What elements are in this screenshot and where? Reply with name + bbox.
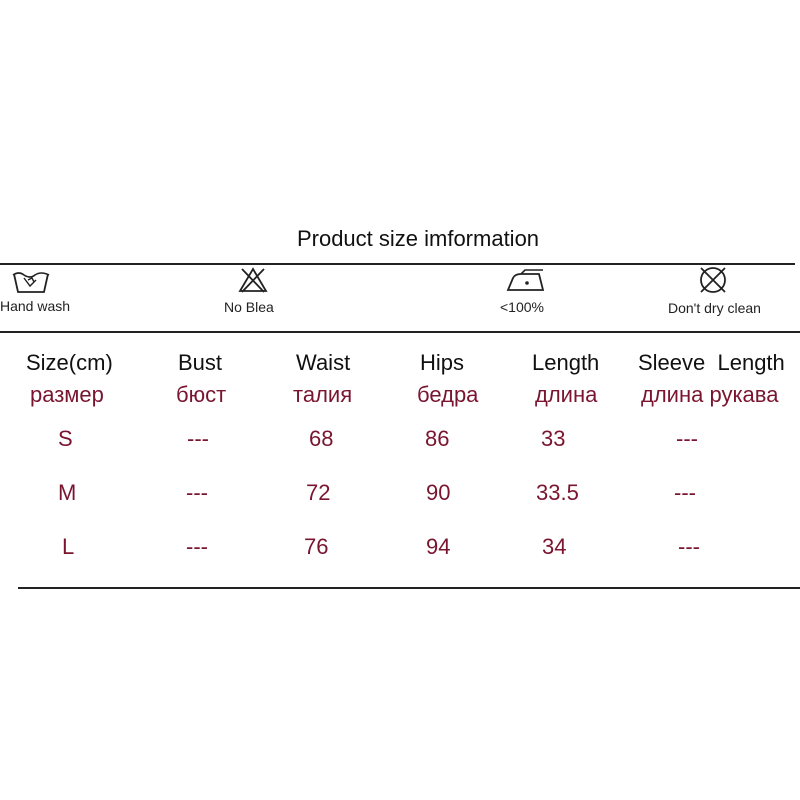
header-waist: Waist xyxy=(296,350,351,375)
size-cell: L xyxy=(62,534,75,559)
bust-cell: --- xyxy=(186,480,208,505)
header-length: Length xyxy=(532,350,600,375)
length-cell: 34 xyxy=(542,534,567,559)
bust-cell: --- xyxy=(187,426,209,451)
header-sleeve-length-ru: длина рукава xyxy=(641,382,779,407)
no-dry-clean-icon xyxy=(697,264,729,296)
length-cell: 33 xyxy=(541,426,566,451)
header-length-ru: длина xyxy=(535,382,598,407)
header-bust-ru: бюст xyxy=(176,382,227,407)
size-cell: S xyxy=(58,426,73,451)
page-title: Product size imformation xyxy=(296,226,540,251)
no-dry-clean-label: Don't dry clean xyxy=(668,300,761,316)
sleeve-cell: --- xyxy=(676,426,698,451)
hand-wash-label: Hand wash xyxy=(0,298,71,314)
header-waist-ru: талия xyxy=(293,382,353,407)
waist-cell: 68 xyxy=(309,426,334,451)
bust-cell: --- xyxy=(186,534,208,559)
top-divider xyxy=(0,263,795,265)
iron-label: <100% xyxy=(500,299,544,315)
no-bleach-icon xyxy=(237,266,269,294)
size-cell: M xyxy=(58,480,77,505)
length-cell: 33.5 xyxy=(536,480,579,505)
sleeve-cell: --- xyxy=(674,480,696,505)
header-hips: Hips xyxy=(420,350,465,375)
bottom-divider xyxy=(18,587,800,589)
waist-cell: 72 xyxy=(306,480,331,505)
header-size-ru: размер xyxy=(30,382,104,407)
iron-icon xyxy=(505,268,547,294)
hand-wash-icon xyxy=(10,268,52,296)
header-sleeve-length: Sleeve Length xyxy=(638,350,785,375)
hips-cell: 90 xyxy=(426,480,451,505)
header-hips-ru: бедра xyxy=(417,382,479,407)
header-bust: Bust xyxy=(178,350,223,375)
no-bleach-label: No Blea xyxy=(224,299,274,315)
hips-cell: 94 xyxy=(426,534,451,559)
header-size: Size(cm) xyxy=(26,350,113,375)
care-divider xyxy=(0,331,800,333)
waist-cell: 76 xyxy=(304,534,329,559)
sleeve-cell: --- xyxy=(678,534,700,559)
hips-cell: 86 xyxy=(425,426,450,451)
